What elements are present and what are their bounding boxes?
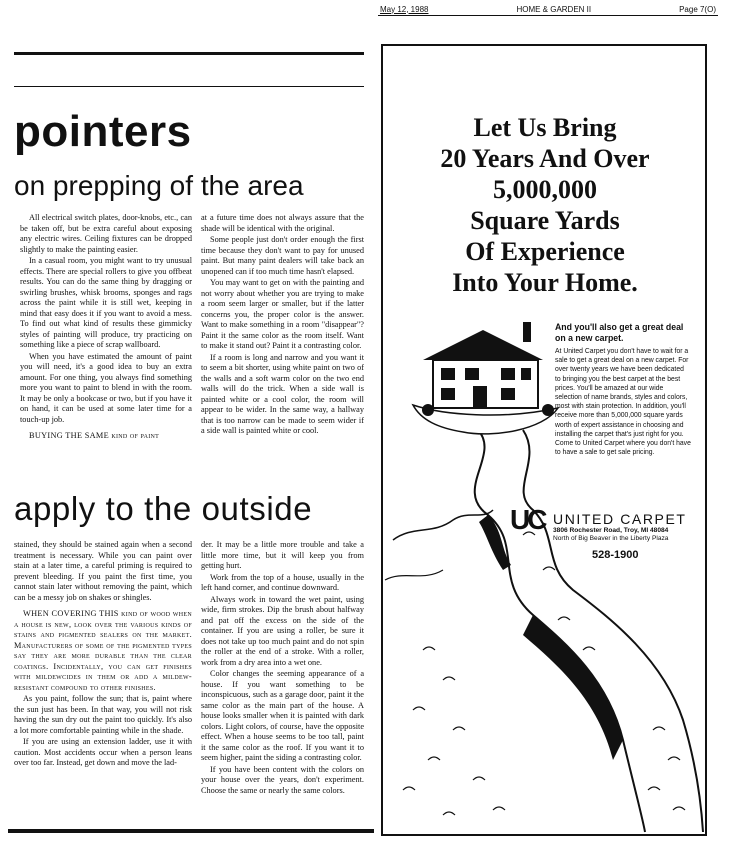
ad-headline-line: 5,000,000 [493,175,597,204]
ad-headline-line: Square Yards [470,206,620,235]
article-subhead: on prepping of the area [14,170,304,201]
united-carpet-logo-mark: UC [510,504,545,535]
paragraph: BUYING THE SAME kind of paint [29,431,160,440]
paragraph: WHEN COVERING THIS kind of wood when a house is new, look over the various kinds of stains and pigmented sealers on the market. Manufacturers of some of the pigmented types say they are more durable than the clear coatings. Incidentally, you can get finishes with mildewcides in them or add a mildew-resistant compound to other finishes. [14,609,192,692]
article-column-3 [14,540,192,770]
ad-lead: And you'll also get a great deal on a new carpet. [555,322,684,344]
paragraph: Some people just don't order enough the first time because they don't want to pay for unused paint. But many paint dealers will take back an unopened can if too much time hasn't elapsed. [201,235,364,276]
paragraph: If you have been content with the colors on your house over the years, don't experiment. Choose the same or nearly the same colors. [201,764,364,795]
paragraph: All electrical switch plates, door-knobs, etc., can be taken off, but be extra careful about exposing any electric wires. Ceiling fixtures can be dropped slightly to make the painting easier. [20,213,192,254]
ad-body-copy [555,322,691,456]
ad-headline-line: 20 Years And Over [440,144,650,173]
article-column-4 [201,540,364,797]
article-headline: pointers [14,107,192,156]
ad-headline-line: Into Your Home. [452,268,638,297]
paragraph: If you are using an extension ladder, use it with caution. Most accidents occur when a person leans over too far. Instead, get down and move the lad- [14,737,192,767]
section-headline-2: apply to the outside [14,490,313,527]
paragraph: Always work in toward the wet paint, using wide, firm strokes. Dip the brush about halfway and pat off the excess on the side of the container. If you are using a roller, be sure it does not take up too much paint and do not spin the roller at the end of a stroke. With a roller, work from a dry area into a wet one. [201,594,364,667]
paragraph: at a future time does not always assure that the shade will be identical with the original. [201,213,364,233]
article-column-1 [20,213,192,443]
united-carpet-logo-name: UNITED CARPET [553,511,687,527]
section-name: HOME & GARDEN II [516,4,592,14]
ad-headline [400,112,690,298]
section-bottom-rule [8,829,374,833]
address-line: North of Big Beaver in the Liberty Plaza [553,535,669,542]
issue-date: May 12, 1988 [380,4,429,14]
section-top-rule [14,52,364,55]
paragraph: When you have estimated the amount of paint you will need, it's a good idea to buy an extra amount. For one thing, you always find something more you want to paint to blend in with the room. It may be only a bookcase or two, but if you have it on hand, it can be used at some later time for a touch-up job. [20,351,192,424]
paragraph: In a casual room, you might want to try unusual effects. There are special rollers to give you offbeat results. You can do the same thing by dragging or swirling brushes, whisk brooms, sponges and rags across the paint while it is still wet, keeping in mind that easy does it if you want to avoid a mess. To find out what kind of results these gimmicky styles of painting will produce, try practicing on something like a piece of scrap wallboard. [20,256,192,349]
paragraph: der. It may be a little more trouble and take a little more time, but it will keep you from getting hurt. [201,540,364,570]
paragraph: If a room is long and narrow and you want it to seem a bit shorter, using white paint on two of the walls and a soft warm color on the two end walls will do the trick. When a side wall is painted white or a cool color, the room will appear to be wider. In the same way, a hallway that is too narrow can be made to seem wider if a side wall is painted white or cool. [201,352,364,435]
masthead-rule [378,15,718,16]
paragraph: Color changes the seeming appearance of a house. If you want something to be inconspicuous, such as a garage door, paint it the same color as the main part of the house. A house looks smaller when it is painted with dark colors. Light colors, of course, have the opposite effect. When a house seems to be too tall, paint it the same color as the roof. If you want it to seem higher, paint the siding a contrasting color. [201,669,364,762]
section-second-rule [14,86,364,87]
paragraph: As you paint, follow the sun; that is, paint where the sun just has been. In that way, you will not risk having the sun dry out the paint too quickly. It's also a lot more comfortable painting while in the shade. [14,694,192,735]
address-line: 3806 Rochester Road, Troy, MI 48084 [553,527,669,534]
article-column-2 [201,213,364,438]
ad-body-text: At United Carpet you don't have to wait for a sale to get a great deal on a new carpet. For over twenty years we have been dedicated to bringing you the best carpet at the best prices. You'll be amazed at our wide selection of name brands, styles and colors, most with stain protection. In addition, you'll receive more than 5,000,000 square yards worth of expert assistance in choosing and installing the carpet that's just right for you. Come to United Carpet where you don't have to have a sale to get sale pricing. [555,346,691,457]
ad-headline-line: Let Us Bring [473,113,617,142]
paragraph: stained, they should be stained again when a second treatment is necessary. While you can paint over stain at a later time, a careful priming is required to prevent bleeding. If you paint the first time, you cannot stain later without removing the paint, which can be a messy job on shakes or shingles. [14,540,192,602]
page-number: Page 7(O) [679,4,716,14]
store-address [553,527,703,543]
paragraph: Work from the top of a house, usually in the left hand corner, and continue downward. [201,572,364,592]
store-phone: 528-1900 [592,549,639,561]
ad-headline-line: Of Experience [465,237,625,266]
masthead [380,2,716,16]
paragraph: You may want to get on with the painting and not worry about whether you are trying to make a room seem larger or smaller, but if the latter concerns you, the proper color is the answer. Want to make something in a room "disappear"? Paint it the same color as the room itself. Want to make it stand out? Paint it a contrasting color. [201,278,364,350]
